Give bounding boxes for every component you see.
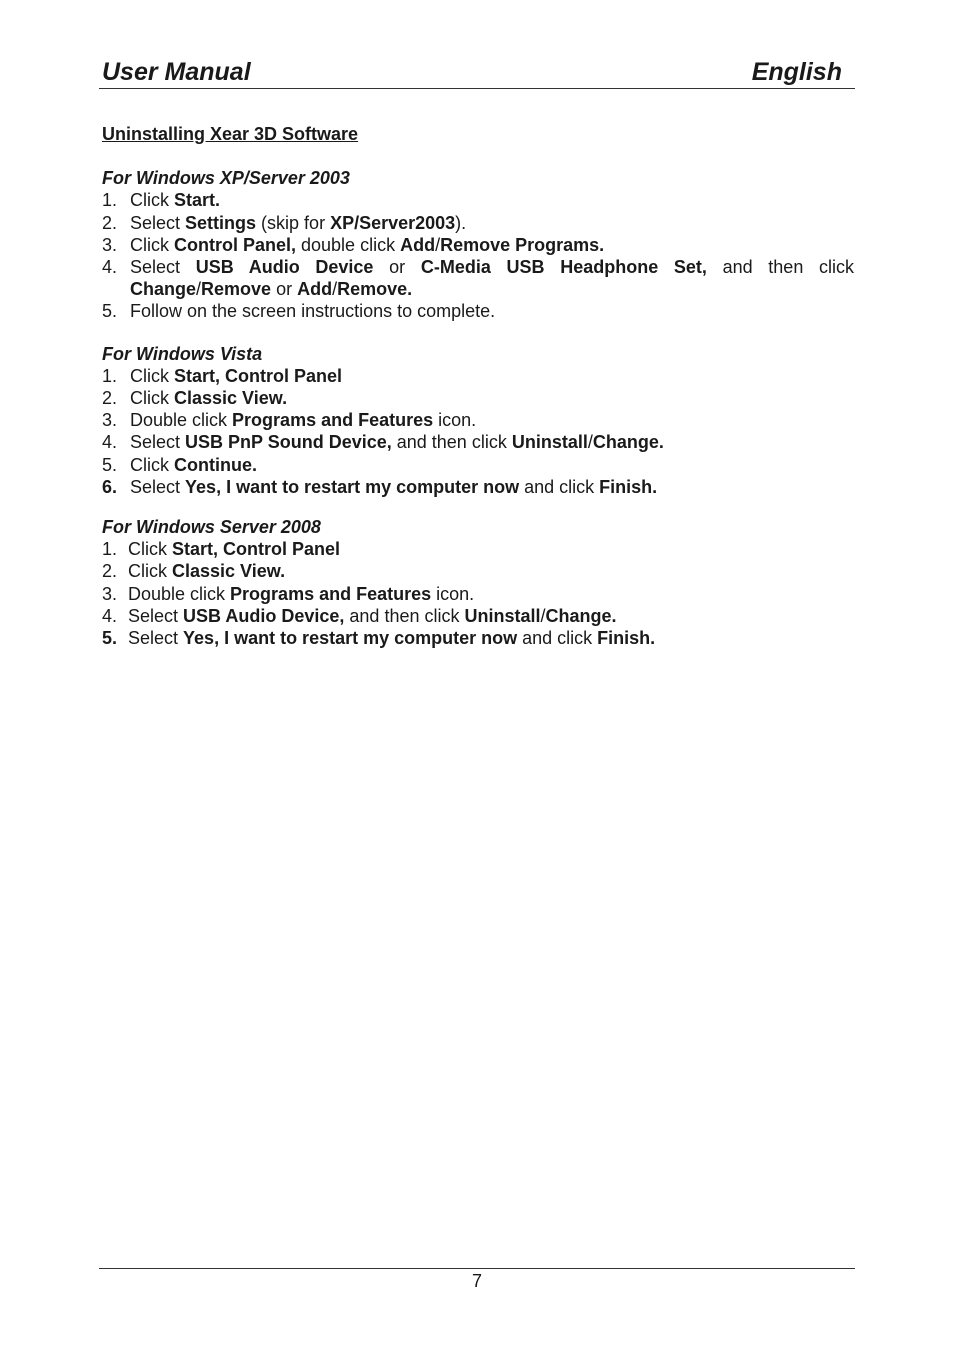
step-text-part: / [332, 279, 338, 300]
step-text-part: and then click [706, 257, 855, 278]
step-text-part: Select [130, 212, 186, 233]
step-number: 3. [102, 234, 118, 255]
steps-list [102, 538, 854, 649]
list-item [102, 583, 854, 605]
list-item [102, 431, 854, 453]
step-number: 2. [102, 388, 118, 409]
step-text [130, 365, 854, 387]
step-text-part: Click [130, 388, 174, 409]
step-text-part: Click [128, 561, 172, 582]
step-number: 3. [102, 583, 118, 604]
step-number: 6. [102, 476, 118, 497]
step-text-part: Select [130, 476, 186, 497]
step-emphasis: Finish. [597, 628, 656, 649]
step-number: 3. [102, 410, 118, 431]
list-item [102, 212, 854, 234]
step-text [128, 538, 854, 560]
step-text: Follow on the screen instructions to complete. [130, 301, 496, 322]
step-emphasis: USB PnP Sound Device, [185, 432, 392, 453]
list-item [102, 300, 854, 322]
header-title: User Manual [102, 58, 251, 86]
step-emphasis: Settings [185, 212, 257, 233]
step-text-part: Select [130, 257, 196, 278]
step-emphasis: Uninstall [511, 432, 588, 453]
step-number: 2. [102, 561, 118, 582]
step-number: 1. [102, 365, 118, 386]
step-text [128, 605, 854, 627]
step-emphasis: Uninstall [464, 605, 541, 626]
step-text-part: Click [130, 234, 174, 255]
step-text-part: Select [128, 605, 184, 626]
step-number: 4. [102, 432, 118, 453]
step-emphasis: XP/Server2003 [330, 212, 456, 233]
list-item [102, 454, 854, 476]
step-number: 4. [102, 605, 118, 626]
step-emphasis: Change. [592, 432, 664, 453]
step-text-part: / [196, 279, 202, 300]
step-number: 1. [102, 190, 118, 211]
step-text [130, 431, 854, 453]
step-text-line [130, 278, 854, 300]
subsection-title: For Windows Vista [102, 343, 263, 364]
header-divider [99, 88, 855, 89]
header-language: English [751, 58, 842, 86]
step-emphasis: USB Audio Device, [183, 605, 345, 626]
step-emphasis: Classic View. [172, 561, 286, 582]
step-text-part: Click [128, 539, 172, 560]
step-text-part: or [373, 257, 421, 278]
steps-list [102, 189, 854, 322]
step-text-part: and then click [391, 432, 512, 453]
list-item [102, 387, 854, 409]
list-item [102, 476, 854, 498]
list-item [102, 605, 854, 627]
section-windows-xp [102, 167, 854, 322]
step-text [128, 583, 854, 605]
step-text-part: icon. [431, 583, 475, 604]
list-item [102, 234, 854, 256]
step-text-part: and click [517, 628, 598, 649]
step-number: 4. [102, 257, 118, 278]
step-text-line [130, 256, 854, 278]
section-windows-server-2008 [102, 516, 854, 649]
step-text [128, 560, 854, 582]
step-number: 2. [102, 212, 118, 233]
step-emphasis: Add [400, 234, 436, 255]
step-text-part: Double click [128, 583, 231, 604]
subsection-title: For Windows Server 2008 [102, 517, 321, 538]
step-emphasis: Programs and Features [232, 410, 434, 431]
step-text [130, 212, 854, 234]
list-item [102, 627, 854, 649]
step-number: 5. [102, 628, 118, 649]
step-text [130, 256, 854, 300]
step-text-part: and click [519, 476, 600, 497]
step-text-part: Click [130, 190, 174, 211]
step-text [128, 627, 854, 649]
step-text [130, 387, 854, 409]
steps-list [102, 365, 854, 498]
section-title: Uninstalling Xear 3D Software [102, 124, 359, 144]
step-text [130, 409, 854, 431]
step-text-part: icon. [433, 410, 477, 431]
page-content [102, 123, 854, 667]
step-emphasis: Remove. [337, 279, 413, 300]
step-emphasis: Control Panel, [174, 234, 297, 255]
step-text-part: Click [130, 365, 174, 386]
step-emphasis: Yes, I want to restart my computer now [185, 476, 520, 497]
step-emphasis: Programs and Features [230, 583, 432, 604]
step-text [130, 234, 854, 256]
step-number: 5. [102, 454, 118, 475]
step-text-part: Double click [130, 410, 233, 431]
subsection-title: For Windows XP/Server 2003 [102, 168, 350, 189]
list-item [102, 365, 854, 387]
page-header [102, 56, 842, 88]
section-windows-vista [102, 343, 854, 498]
step-text-part: (skip for [256, 212, 331, 233]
step-emphasis: Finish. [599, 476, 658, 497]
step-emphasis: Start, Control Panel [172, 539, 341, 560]
step-emphasis: Start, Control Panel [174, 365, 343, 386]
list-item [102, 409, 854, 431]
step-text-part: Select [130, 432, 186, 453]
step-emphasis: Classic View. [174, 388, 288, 409]
step-emphasis: Remove Programs. [440, 234, 605, 255]
step-text-part: double click [296, 234, 401, 255]
step-text-part: Select [128, 628, 184, 649]
step-text-part: and then click [344, 605, 465, 626]
step-text-part: or [271, 279, 298, 300]
step-emphasis: Yes, I want to restart my computer now [183, 628, 518, 649]
step-text-part: / [435, 234, 441, 255]
step-emphasis: Start. [174, 190, 221, 211]
step-text [130, 189, 854, 211]
step-text-part: / [540, 605, 546, 626]
step-number: 5. [102, 301, 118, 322]
step-emphasis: Add [297, 279, 333, 300]
step-text [130, 454, 854, 476]
list-item [102, 189, 854, 211]
footer-divider [99, 1268, 855, 1269]
step-text [130, 476, 854, 498]
step-emphasis: C-Media USB Headphone Set, [420, 257, 707, 278]
step-emphasis: Change [130, 279, 197, 300]
step-text-part: ). [455, 212, 467, 233]
step-text-part: / [587, 432, 593, 453]
list-item [102, 256, 854, 300]
list-item [102, 538, 854, 560]
step-emphasis: USB Audio Device [195, 257, 374, 278]
step-emphasis: Remove [201, 279, 272, 300]
list-item [102, 560, 854, 582]
step-emphasis: Continue. [174, 454, 257, 475]
page-number: 7 [471, 1271, 482, 1291]
step-emphasis: Change. [545, 605, 617, 626]
step-text-part: Click [130, 454, 174, 475]
step-number: 1. [102, 539, 118, 560]
